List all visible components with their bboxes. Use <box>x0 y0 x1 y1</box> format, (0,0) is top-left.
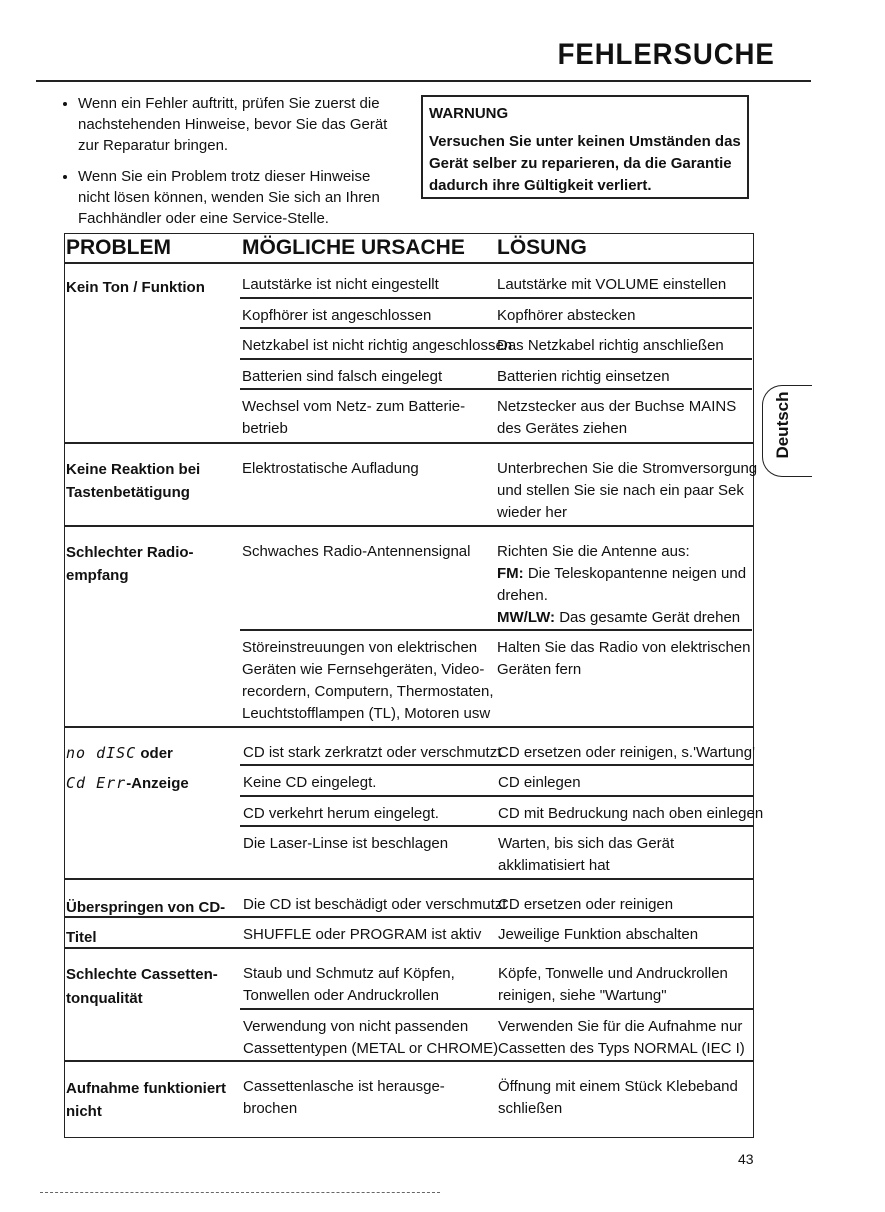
problem-label: Kein Ton / Funktion <box>66 279 205 296</box>
page-title: FEHLERSUCHE <box>557 38 775 71</box>
page-number: 43 <box>738 1151 754 1167</box>
solution-cell: Batterien richtig einsetzen <box>497 368 670 385</box>
problem-label: Überspringen von CD- <box>66 899 226 916</box>
group-divider <box>64 442 754 444</box>
header-solution: LÖSUNG <box>497 236 587 259</box>
cause-cell: Störeinstreuungen von elektrischen <box>242 639 478 656</box>
cause-cell: brochen <box>243 1100 298 1117</box>
solution-cell: schließen <box>498 1100 563 1117</box>
warning-text: Versuchen Sie unter keinen Umständen das Gerät selber zu reparieren, da die Garantie dadurch ihre Gültigkeit verliert. <box>429 133 741 194</box>
solution-cell <box>497 563 746 585</box>
solution-cell: Halten Sie das Radio von elektrischen <box>497 639 751 656</box>
solution-cell: Kopfhörer abstecken <box>497 307 636 324</box>
row-divider <box>240 629 752 631</box>
warning-box <box>421 95 749 199</box>
header-cause: MÖGLICHE URSACHE <box>242 236 465 259</box>
cause-cell: CD ist stark zerkratzt oder verschmutzt <box>243 744 502 761</box>
problem-anzeige: -Anzeige <box>126 775 189 792</box>
group-divider <box>64 947 754 949</box>
solution-cell: drehen. <box>497 587 548 604</box>
problem-label: Schlechte Cassetten- <box>66 966 218 983</box>
problem-oder: oder <box>140 745 173 762</box>
solution-cell: und stellen Sie sie nach ein paar Sek <box>497 482 744 499</box>
problem-label: tonqualität <box>66 990 143 1007</box>
lcd-no-disc: no dISC <box>66 744 137 762</box>
solution-cell: Geräten fern <box>497 661 582 678</box>
cause-cell: Die Laser-Linse ist beschlagen <box>243 835 449 852</box>
fm-text: Die Teleskopantenne neigen und <box>527 565 747 582</box>
solution-cell: CD mit Bedruckung nach oben einlegen <box>498 805 764 822</box>
problem-label: Schlechter Radio- <box>66 544 194 561</box>
problem-label: Tastenbetätigung <box>66 484 190 501</box>
row-divider <box>240 825 754 827</box>
cause-cell: Elektrostatische Aufladung <box>242 460 419 477</box>
cause-cell: SHUFFLE oder PROGRAM ist aktiv <box>243 926 482 943</box>
solution-cell: Unterbrechen Sie die Stromversorgung <box>497 460 758 477</box>
solution-cell: Köpfe, Tonwelle und Andruckrollen <box>498 965 728 982</box>
cause-cell: Kopfhörer ist angeschlossen <box>242 307 432 324</box>
mw-text: Das gesamte Gerät drehen <box>559 609 741 626</box>
group-divider <box>64 1060 754 1062</box>
solution-cell: Lautstärke mit VOLUME einstellen <box>497 276 727 293</box>
group-divider <box>64 878 754 880</box>
solution-cell: Richten Sie die Antenne aus: <box>497 543 690 560</box>
problem-label: Aufnahme funktioniert <box>66 1080 226 1097</box>
row-divider <box>240 764 754 766</box>
solution-cell: CD ersetzen oder reinigen, s.'Wartung' <box>498 744 755 761</box>
solution-cell: Cassetten des Typs NORMAL (IEC I) <box>498 1040 745 1057</box>
row-divider <box>240 297 752 299</box>
cause-cell: betrieb <box>242 420 288 437</box>
row-divider <box>240 327 752 329</box>
cause-cell: Schwaches Radio-Antennensignal <box>242 543 471 560</box>
cause-cell: recordern, Computern, Thermostaten, <box>242 683 494 700</box>
problem-label <box>66 742 173 765</box>
intro-bullet: • Wenn Sie ein Problem trotz dieser Hinweise nicht lösen können, wenden Sie sich an Ihren Fachhändler oder eine Service-Stelle. <box>78 166 390 229</box>
cause-cell: Verwendung von nicht passenden <box>243 1018 469 1035</box>
header-problem: PROBLEM <box>66 236 171 259</box>
problem-label: nicht <box>66 1103 102 1120</box>
solution-cell: Das Netzkabel richtig anschließen <box>497 337 724 354</box>
warning-title: WARNUNG <box>429 105 509 122</box>
cause-cell: Tonwellen oder Andruckrollen <box>243 987 439 1004</box>
problem-label: Titel <box>66 929 97 946</box>
solution-cell: des Gerätes ziehen <box>497 420 628 437</box>
title-rule <box>36 80 811 82</box>
header-rule <box>64 262 754 264</box>
mw-label: MW/LW: <box>497 609 556 626</box>
solution-cell: Öffnung mit einem Stück Klebeband <box>498 1078 738 1095</box>
row-divider <box>64 916 754 918</box>
cause-cell: Cassettenlasche ist herausge- <box>243 1078 445 1095</box>
cause-cell: Keine CD eingelegt. <box>243 774 377 791</box>
row-divider <box>240 795 754 797</box>
problem-label <box>66 772 189 795</box>
cause-cell: Staub und Schmutz auf Köpfen, <box>243 965 455 982</box>
lcd-cd-err: Cd Err <box>66 774 127 792</box>
solution-cell: Jeweilige Funktion abschalten <box>498 926 699 943</box>
solution-cell: CD ersetzen oder reinigen <box>498 896 674 913</box>
solution-cell: Netzstecker aus der Buchse MAINS <box>497 398 737 415</box>
row-divider <box>240 388 752 390</box>
cause-cell: Leuchtstofflampen (TL), Motoren usw <box>242 705 491 722</box>
solution-cell: wieder her <box>497 504 568 521</box>
cause-cell: CD verkehrt herum eingelegt. <box>243 805 439 822</box>
row-divider <box>240 1008 754 1010</box>
language-tab-label: Deutsch <box>773 391 792 459</box>
cause-cell: Batterien sind falsch eingelegt <box>242 368 443 385</box>
fm-label: FM: <box>497 565 524 582</box>
solution-cell: akklimatisiert hat <box>498 857 610 874</box>
intro-bullets <box>60 93 390 239</box>
solution-cell: reinigen, siehe "Wartung" <box>498 987 667 1004</box>
cause-cell: Wechsel vom Netz- zum Batterie- <box>242 398 466 415</box>
group-divider <box>64 726 754 728</box>
solution-cell: Verwenden Sie für die Aufnahme nur <box>498 1018 743 1035</box>
cause-cell: Geräten wie Fernsehgeräten, Video- <box>242 661 485 678</box>
solution-cell: CD einlegen <box>498 774 581 791</box>
cause-cell: Cassettentypen (METAL or CHROME) <box>243 1040 499 1057</box>
footer-dashes <box>40 1192 440 1194</box>
solution-cell <box>497 607 740 629</box>
cause-cell: Die CD ist beschädigt oder verschmutzt <box>243 896 507 913</box>
problem-label: Keine Reaktion bei <box>66 461 201 478</box>
intro-bullet: • Wenn ein Fehler auftritt, prüfen Sie zuerst die nachstehenden Hinweise, bevor Sie das Gerät zur Reparatur bringen. <box>78 93 390 156</box>
solution-cell: Warten, bis sich das Gerät <box>498 835 675 852</box>
cause-cell: Netzkabel ist nicht richtig angeschlossen <box>242 337 513 354</box>
group-divider <box>64 525 754 527</box>
cause-cell: Lautstärke ist nicht eingestellt <box>242 276 439 293</box>
problem-label: empfang <box>66 567 129 584</box>
row-divider <box>240 358 752 360</box>
